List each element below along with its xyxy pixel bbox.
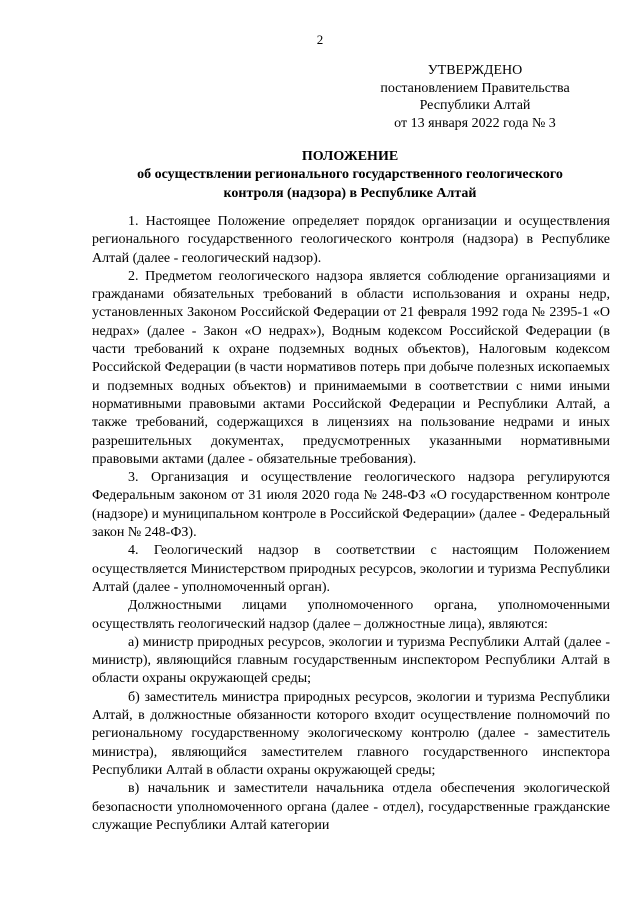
approval-line-republic: Республики Алтай: [419, 98, 531, 114]
approval-line-approved: УТВЕРЖДЕНО: [427, 63, 523, 78]
paragraph-3: 3. Организация и осуществление геологического надзора регулируются Федеральным законом от 31 июля 2020 года № 248-ФЗ «О государственном контроле (надзоре) и муниципальном контроле в Российской Федерации» (далее - Федеральный закон № 248-ФЗ).: [92, 470, 610, 541]
paragraph-2: 2. Предметом геологического надзора является соблюдение организациями и гражданами обязательных требований в области использования и охраны недр, установленных Законом Российской Федерации от 21 февраля 1992 года № 2395-1 «О недрах» (далее - Закон «О недрах»), Водным кодексом Российской Федерации (в части требований к охране подземных водных объектов), Налоговым кодексом Российской Федерации (в части нормативов потерь при добыче полезных ископаемых и подземных водных объектов) и принимаемыми в соответствии с ними иными нормативными правовыми актами Российской Федерации и Республики Алтай, а также требований, содержащихся в лицензиях на пользование недрами и иных разрешительных документах, предусмотренных указанными нормативными правовыми актами (далее - обязательные требования).: [92, 268, 610, 467]
approval-line-date: от 13 января 2022 года № 3: [394, 115, 556, 131]
paragraph-4: 4. Геологический надзор в соответствии с настоящим Положением осуществляется Министерством природных ресурсов, экологии и туризма Республики Алтай (далее - уполномоченный орган).: [92, 543, 610, 595]
paragraph-item-a: а) министр природных ресурсов, экологии и туризма Республики Алтай (далее - министр), являющийся главным государственным инспектором Республики Алтай в области охраны окружающей среды;: [92, 634, 610, 687]
page-number: 2: [316, 32, 324, 47]
approval-line-resolution: постановлением Правительства: [380, 80, 570, 96]
approval-stamp: [340, 62, 610, 132]
paragraph-officials: Должностными лицами уполномоченного органа, уполномоченными осуществлять геологический надзор (далее – должностные лица), являются:: [92, 598, 610, 632]
title-heading: ПОЛОЖЕНИЕ: [301, 149, 399, 164]
paragraph-item-b: б) заместитель министра природных ресурсов, экологии и туризма Республики Алтай, в должностные обязанности которого входит осуществление полномочий по региональному государственному экологическому контролю (далее - заместитель министра), являющийся заместителем главного государственного инспектора Республики Алтай в области охраны окружающей среды;: [92, 689, 610, 778]
title-line-2: контроля (надзора) в Республике Алтай: [223, 185, 477, 201]
title-line-1: об осуществлении регионального государственного геологического: [137, 167, 563, 183]
document-title: [70, 148, 630, 203]
paragraph-1: 1. Настоящее Положение определяет порядок организации и осуществления регионального государственного геологического контроля (надзора) в Республике Алтай (далее - геологический надзор).: [92, 214, 610, 266]
paragraph-item-v: в) начальник и заместители начальника отдела обеспечения экологической безопасности уполномоченного органа (далее - отдел), государственные гражданские служащие Республики Алтай категории: [92, 781, 610, 833]
document-body: [92, 213, 610, 835]
